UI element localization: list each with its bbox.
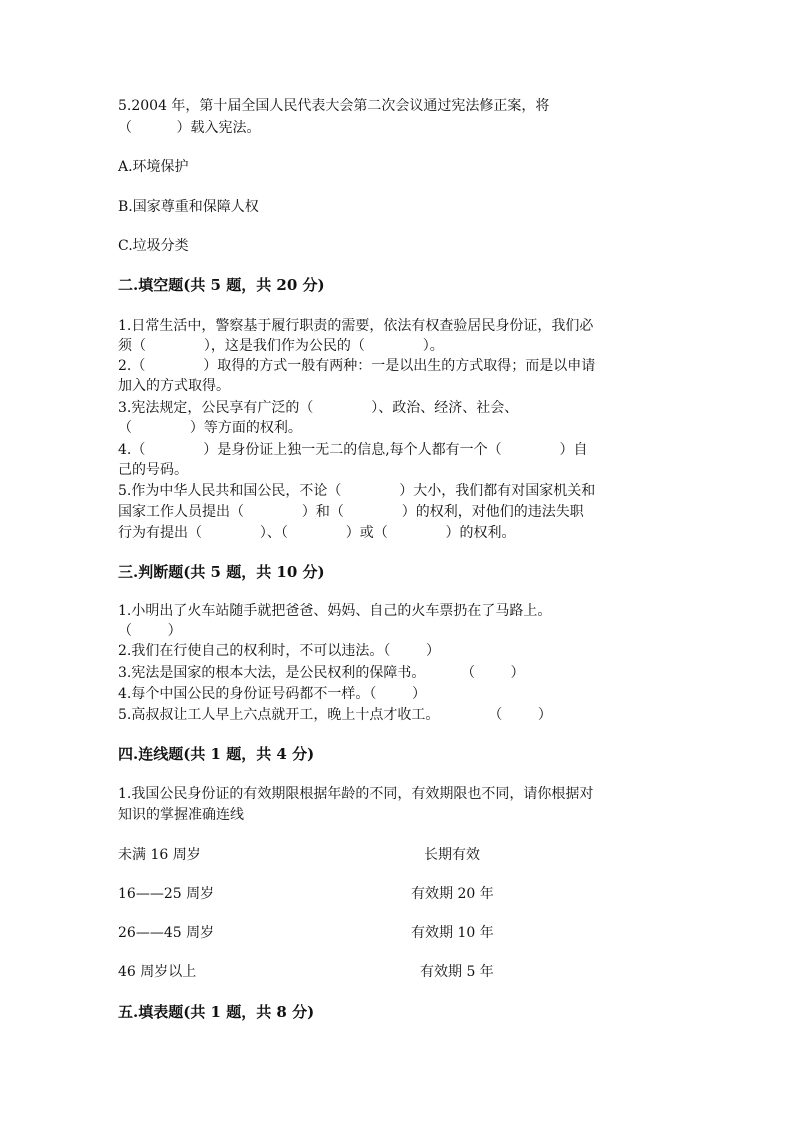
q5-stem-line2: （ ）载入宪法。 <box>118 120 261 136</box>
fill-blank-line: 3.宪法规定，公民享有广泛的（ ）、政治、经济、社会、 <box>118 400 519 416</box>
true-false-line: 3.宪法是国家的根本大法，是公民权利的保障书。 （ ） <box>118 665 525 681</box>
matching-left-item: 16——25 周岁 <box>118 886 215 902</box>
fill-blank-line: 加入的方式取得。 <box>118 378 230 394</box>
fill-blank-line: 己的号码。 <box>118 462 188 478</box>
true-false-line: 2.我们在行使自己的权利时，不可以违法。（ ） <box>118 643 440 659</box>
matching-question-line2: 知识的掌握准确连线 <box>118 807 244 823</box>
matching-right-item: 有效期 20 年 <box>411 886 494 902</box>
matching-right-item: 长期有效 <box>424 847 480 863</box>
section-heading-true-false: 三.判断题(共 5 题，共 10 分) <box>118 563 325 581</box>
fill-blank-line: 国家工作人员提出（ ）和（ ）的权利，对他们的违法失职 <box>118 504 584 520</box>
fill-blank-line: 4.（ ）是身份证上独一无二的信息,每个人都有一个（ ）自 <box>118 442 588 458</box>
fill-blank-line: 2.（ ）取得的方式一般有两种：一是以出生的方式取得；而是以申请 <box>118 358 596 374</box>
matching-left-item: 26——45 周岁 <box>118 925 215 941</box>
fill-blank-line: 行为有提出（ ）、（ ）或（ ）的权利。 <box>118 525 516 541</box>
q5-option-c: C.垃圾分类 <box>118 238 189 254</box>
section-heading-matching: 四.连线题(共 1 题，共 4 分) <box>118 745 315 763</box>
q5-option-b: B.国家尊重和保障人权 <box>118 199 259 215</box>
matching-left-item: 未满 16 周岁 <box>118 847 201 863</box>
fill-blank-line: 须（ ），这是我们作为公民的（ ）。 <box>118 338 444 354</box>
matching-question-line1: 1.我国公民身份证的有效期限根据年龄的不同，有效期限也不同，请你根据对 <box>118 786 594 802</box>
true-false-line: 4.每个中国公民的身份证号码都不一样。（ ） <box>118 686 426 702</box>
section-heading-fill-blank: 二.填空题(共 5 题，共 20 分) <box>118 276 325 294</box>
matching-right-item: 有效期 5 年 <box>420 964 494 980</box>
matching-right-item: 有效期 10 年 <box>411 925 494 941</box>
fill-blank-line: 1.日常生活中，警察基于履行职责的需要，依法有权查验居民身份证，我们必 <box>118 318 594 334</box>
matching-left-item: 46 周岁以上 <box>118 964 197 980</box>
q5-stem-line1: 5.2004 年，第十届全国人民代表大会第二次会议通过宪法修正案，将 <box>118 98 550 114</box>
fill-blank-line: 5.作为中华人民共和国公民，不论（ ）大小，我们都有对国家机关和 <box>118 483 596 499</box>
fill-blank-line: （ ）等方面的权利。 <box>118 420 302 436</box>
q5-option-a: A.环境保护 <box>118 159 189 175</box>
true-false-line: 1.小明出了火车站随手就把爸爸、妈妈、自己的火车票扔在了马路上。 <box>118 603 552 619</box>
true-false-line: （ ） <box>118 623 182 639</box>
true-false-line: 5.高叔叔让工人早上六点就开工，晚上十点才收工。 （ ） <box>118 707 552 723</box>
section-heading-fill-table: 五.填表题(共 1 题，共 8 分) <box>118 1003 315 1021</box>
